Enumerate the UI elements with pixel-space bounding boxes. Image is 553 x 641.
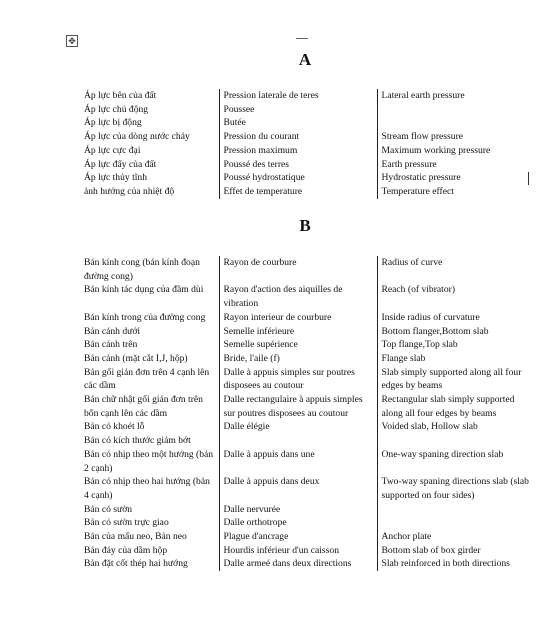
table-row: [80, 158, 535, 172]
vietnamese-term[interactable]: Bản đáy của dầm hộp: [84, 544, 168, 556]
vietnamese-term[interactable]: Bán kính cong (bán kính đoạn đường cong): [84, 257, 200, 282]
vietnamese-term[interactable]: Bản có khoét lỗ: [84, 421, 145, 433]
vietnamese-term[interactable]: Bản cánh trên: [84, 339, 138, 351]
vietnamese-term[interactable]: Bản của mấu neo, Bản neo: [84, 531, 187, 543]
table-row: [80, 256, 535, 283]
vietnamese-term[interactable]: Bản cánh (mặt cắt I,J, hộp): [84, 352, 188, 364]
english-term[interactable]: [377, 116, 535, 130]
french-term[interactable]: Dalle à appuis simples sur poutres disposees au coutour: [219, 366, 377, 393]
vietnamese-term[interactable]: Áp lực bị động: [84, 117, 142, 129]
vietnamese-term[interactable]: Bản có kích thước giảm bớt: [84, 435, 191, 447]
english-term[interactable]: Top flange,Top slab: [377, 338, 535, 352]
french-term[interactable]: Butée: [219, 116, 377, 130]
vietnamese-term[interactable]: Bán kính tác dụng của đầm dùi: [84, 284, 204, 296]
vietnamese-term[interactable]: Áp lực của dòng nước chảy: [84, 131, 190, 143]
french-term[interactable]: Semelle inférieure: [219, 325, 377, 339]
english-term[interactable]: Bottom flanger,Bottom slab: [377, 325, 535, 339]
table-row: [80, 516, 535, 530]
english-term[interactable]: Anchor plate: [377, 530, 535, 544]
table-row: [80, 366, 535, 393]
french-term[interactable]: Rayon interieur de courbure: [219, 311, 377, 325]
vietnamese-term[interactable]: Bản có nhịp theo hai hướng (bản 4 cạnh): [84, 476, 210, 501]
english-term[interactable]: Two-way spaning directions slab (slab supported on four sides): [377, 475, 535, 502]
english-term[interactable]: Bottom slab of box girder: [377, 544, 535, 558]
french-term[interactable]: Poussé hydrostatique: [219, 171, 377, 185]
french-term[interactable]: Dalle à appuis dans deux: [219, 475, 377, 502]
french-term[interactable]: Dalle rectangulaire à appuis simples sur poutres disposees au coutour: [219, 393, 377, 420]
table-row: [80, 185, 535, 199]
french-term[interactable]: Hourdis inférieur d'un caisson: [219, 544, 377, 558]
vietnamese-term[interactable]: Áp lực cực đại: [84, 144, 141, 156]
vietnamese-term[interactable]: Bản chữ nhật gối giản đơn trên bốn cạnh lên các dầm: [84, 394, 203, 419]
vietnamese-term[interactable]: Áp lực thủy tĩnh: [84, 172, 148, 184]
vietnamese-term[interactable]: Bản gối giản đơn trên 4 cạnh lên các dầm: [84, 366, 210, 392]
vietnamese-term[interactable]: Bản cánh dưới: [84, 325, 141, 337]
english-term[interactable]: Temperature effect: [377, 185, 535, 199]
section-heading-a: A: [298, 50, 312, 69]
french-term[interactable]: Semelle supérience: [219, 338, 377, 352]
english-term[interactable]: Flange slab: [377, 352, 535, 366]
english-term[interactable]: [377, 503, 535, 517]
french-term[interactable]: Dalle à appuis dans une: [219, 448, 377, 475]
english-term[interactable]: One-way spaning direction slab: [377, 448, 535, 475]
french-term[interactable]: Pression maximum: [219, 144, 377, 158]
glossary-table-b: [80, 256, 535, 571]
table-row: [80, 393, 535, 420]
french-term[interactable]: Effet de temperature: [219, 185, 377, 199]
vietnamese-term[interactable]: Áp lực chủ động: [84, 103, 149, 115]
french-term[interactable]: Rayon d'action des aiquilles de vibration: [219, 283, 377, 310]
glossary-table-a: [80, 89, 535, 199]
table-row: [80, 557, 535, 571]
table-row: [80, 503, 535, 517]
english-term[interactable]: [377, 103, 535, 117]
vietnamese-term[interactable]: Bản có sườn trực giao: [84, 517, 169, 529]
vietnamese-term[interactable]: Bán kính trong của đường cong: [84, 311, 206, 323]
english-term[interactable]: Reach (of vibrator): [377, 283, 535, 310]
english-term[interactable]: Radius of curve: [377, 256, 535, 283]
french-term[interactable]: Dalle élégie: [219, 420, 377, 434]
english-term[interactable]: Lateral earth pressure: [377, 89, 535, 103]
table-move-handle-icon[interactable]: ✥: [66, 35, 78, 47]
english-term[interactable]: Voided slab, Hollow slab: [377, 420, 535, 434]
table-row: [80, 530, 535, 544]
vietnamese-term[interactable]: Bản có sườn: [84, 503, 133, 515]
table-row: [80, 130, 535, 144]
table-row: [80, 325, 535, 339]
french-term[interactable]: [219, 434, 377, 448]
table-row: [80, 434, 535, 448]
table-row: [80, 544, 535, 558]
text-cursor: [528, 172, 529, 185]
table-row: [80, 103, 535, 117]
english-term[interactable]: Slab simply supported along all four edges by beams: [377, 366, 535, 393]
english-term[interactable]: Rectangular slab simply supported along all four edges by beams: [377, 393, 535, 420]
french-term[interactable]: Bride, l'aile (f): [219, 352, 377, 366]
english-term[interactable]: [377, 516, 535, 530]
english-term[interactable]: Maximum working pressure: [377, 144, 535, 158]
french-term[interactable]: Poussee: [219, 103, 377, 117]
french-term[interactable]: Poussé des terres: [219, 158, 377, 172]
vietnamese-term[interactable]: Bản có nhịp theo một hướng (bản 2 cạnh): [84, 448, 214, 474]
table-row: [80, 283, 535, 310]
english-term[interactable]: [377, 434, 535, 448]
english-term[interactable]: Earth pressure: [377, 158, 535, 172]
table-row: [80, 116, 535, 130]
table-row: [80, 420, 535, 434]
table-row: [80, 171, 535, 185]
vietnamese-term[interactable]: Bản đặt cốt thép hai hướng: [84, 558, 188, 570]
table-row: [80, 338, 535, 352]
section-heading-b: B: [299, 216, 311, 235]
french-term[interactable]: Dalle nervurée: [219, 503, 377, 517]
vietnamese-term[interactable]: Áp lực đẩy của đất: [84, 158, 157, 170]
vietnamese-term[interactable]: Áp lực bên của đất: [84, 90, 157, 101]
french-term[interactable]: Pression laterale de teres: [219, 89, 377, 103]
french-term[interactable]: Rayon de courbure: [219, 256, 377, 283]
table-row: [80, 144, 535, 158]
english-term[interactable]: Hydrostatic pressure: [377, 171, 535, 185]
table-row: [80, 448, 535, 475]
french-term[interactable]: Pression du courant: [219, 130, 377, 144]
french-term[interactable]: Dalle armeé dans deux directions: [219, 557, 377, 571]
paragraph-mark: [296, 38, 308, 39]
vietnamese-term[interactable]: ảnh hưởng của nhiệt độ: [84, 185, 175, 197]
french-term[interactable]: Dalle orthotrope: [219, 516, 377, 530]
french-term[interactable]: Plague d'ancrage: [219, 530, 377, 544]
english-term[interactable]: Slab reinforced in both directions: [377, 557, 535, 571]
english-term[interactable]: Inside radius of curvature: [377, 311, 535, 325]
table-row: [80, 352, 535, 366]
table-row: [80, 89, 535, 103]
table-row: [80, 475, 535, 502]
english-term[interactable]: Stream flow pressure: [377, 130, 535, 144]
table-row: [80, 311, 535, 325]
